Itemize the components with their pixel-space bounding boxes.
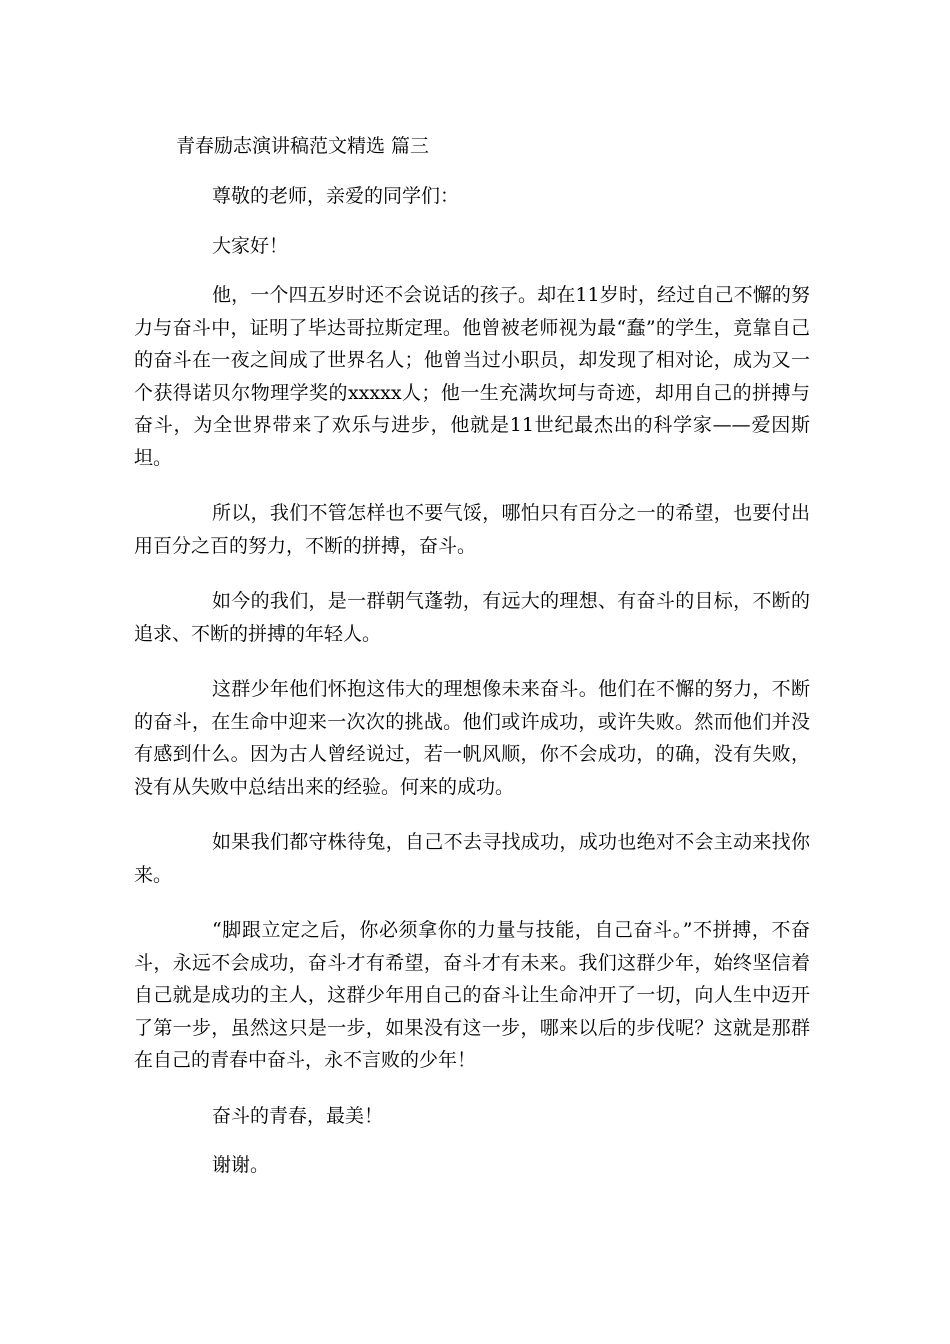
paragraph-einstein: 他，一个四五岁时还不会说话的孩子。却在11岁时，经过自己不懈的努力与奋斗中，证明了毕达哥拉斯定理。他曾被老师视为最“蠢”的学生，竟靠自己的奋斗在一夜之间成了世界名人；他曾当过小职员，却发现了相对论，成为又一个获得诺贝尔物理学奖的xxxxx人；他一生充满坎坷与奇迹，却用自己的拼搏与奋斗，为全世界带来了欢乐与进步，他就是11世纪最杰出的科学家——爱因斯坦。 bbox=[134, 284, 810, 469]
document-body bbox=[134, 180, 810, 1199]
document-title: 青春励志演讲稿范文精选 篇三 bbox=[176, 135, 430, 157]
greeting: 大家好！ bbox=[212, 234, 289, 257]
thanks-line: 谢谢。 bbox=[212, 1154, 270, 1176]
closing-line: 奋斗的青春，最美！ bbox=[212, 1104, 384, 1127]
paragraph-never-give-up: 所以，我们不管怎样也不要气馁，哪怕只有百分之一的希望，也要付出用百分之百的努力，不断的拼搏，奋斗。 bbox=[134, 502, 810, 557]
paragraph-quote: “脚跟立定之后，你必须拿你的力量与技能，自己奋斗。”不拼搏，不奋斗，永远不会成功，奋斗才有希望，奋斗才有未来。我们这群少年，始终坚信着自己就是成功的主人，这群少年用自己的奋斗让生命冲开了一切，向人生中迈开了第一步，虽然这只是一步，如果没有这一步，哪来以后的步伐呢？这就是那群在自己的青春中奋斗，永不言败的少年！ bbox=[134, 919, 810, 1071]
paragraph-young-people: 如今的我们，是一群朝气蓬勃，有远大的理想、有奋斗的目标，不断的追求、不断的拼搏的年轻人。 bbox=[134, 590, 810, 645]
paragraph-seek-success: 如果我们都守株待兔，自己不去寻找成功，成功也绝对不会主动来找你来。 bbox=[134, 831, 810, 886]
salutation: 尊敬的老师，亲爱的同学们： bbox=[212, 185, 460, 207]
paragraph-youth-struggle: 这群少年他们怀抱这伟大的理想像未来奋斗。他们在不懈的努力，不断的奋斗，在生命中迎来一次次的挑战。他们或许成功，或许失败。然而他们并没有感到什么。因为古人曾经说过，若一帆风顺，你不会成功，的确，没有失败，没有从失败中总结出来的经验。何来的成功。 bbox=[134, 678, 810, 798]
